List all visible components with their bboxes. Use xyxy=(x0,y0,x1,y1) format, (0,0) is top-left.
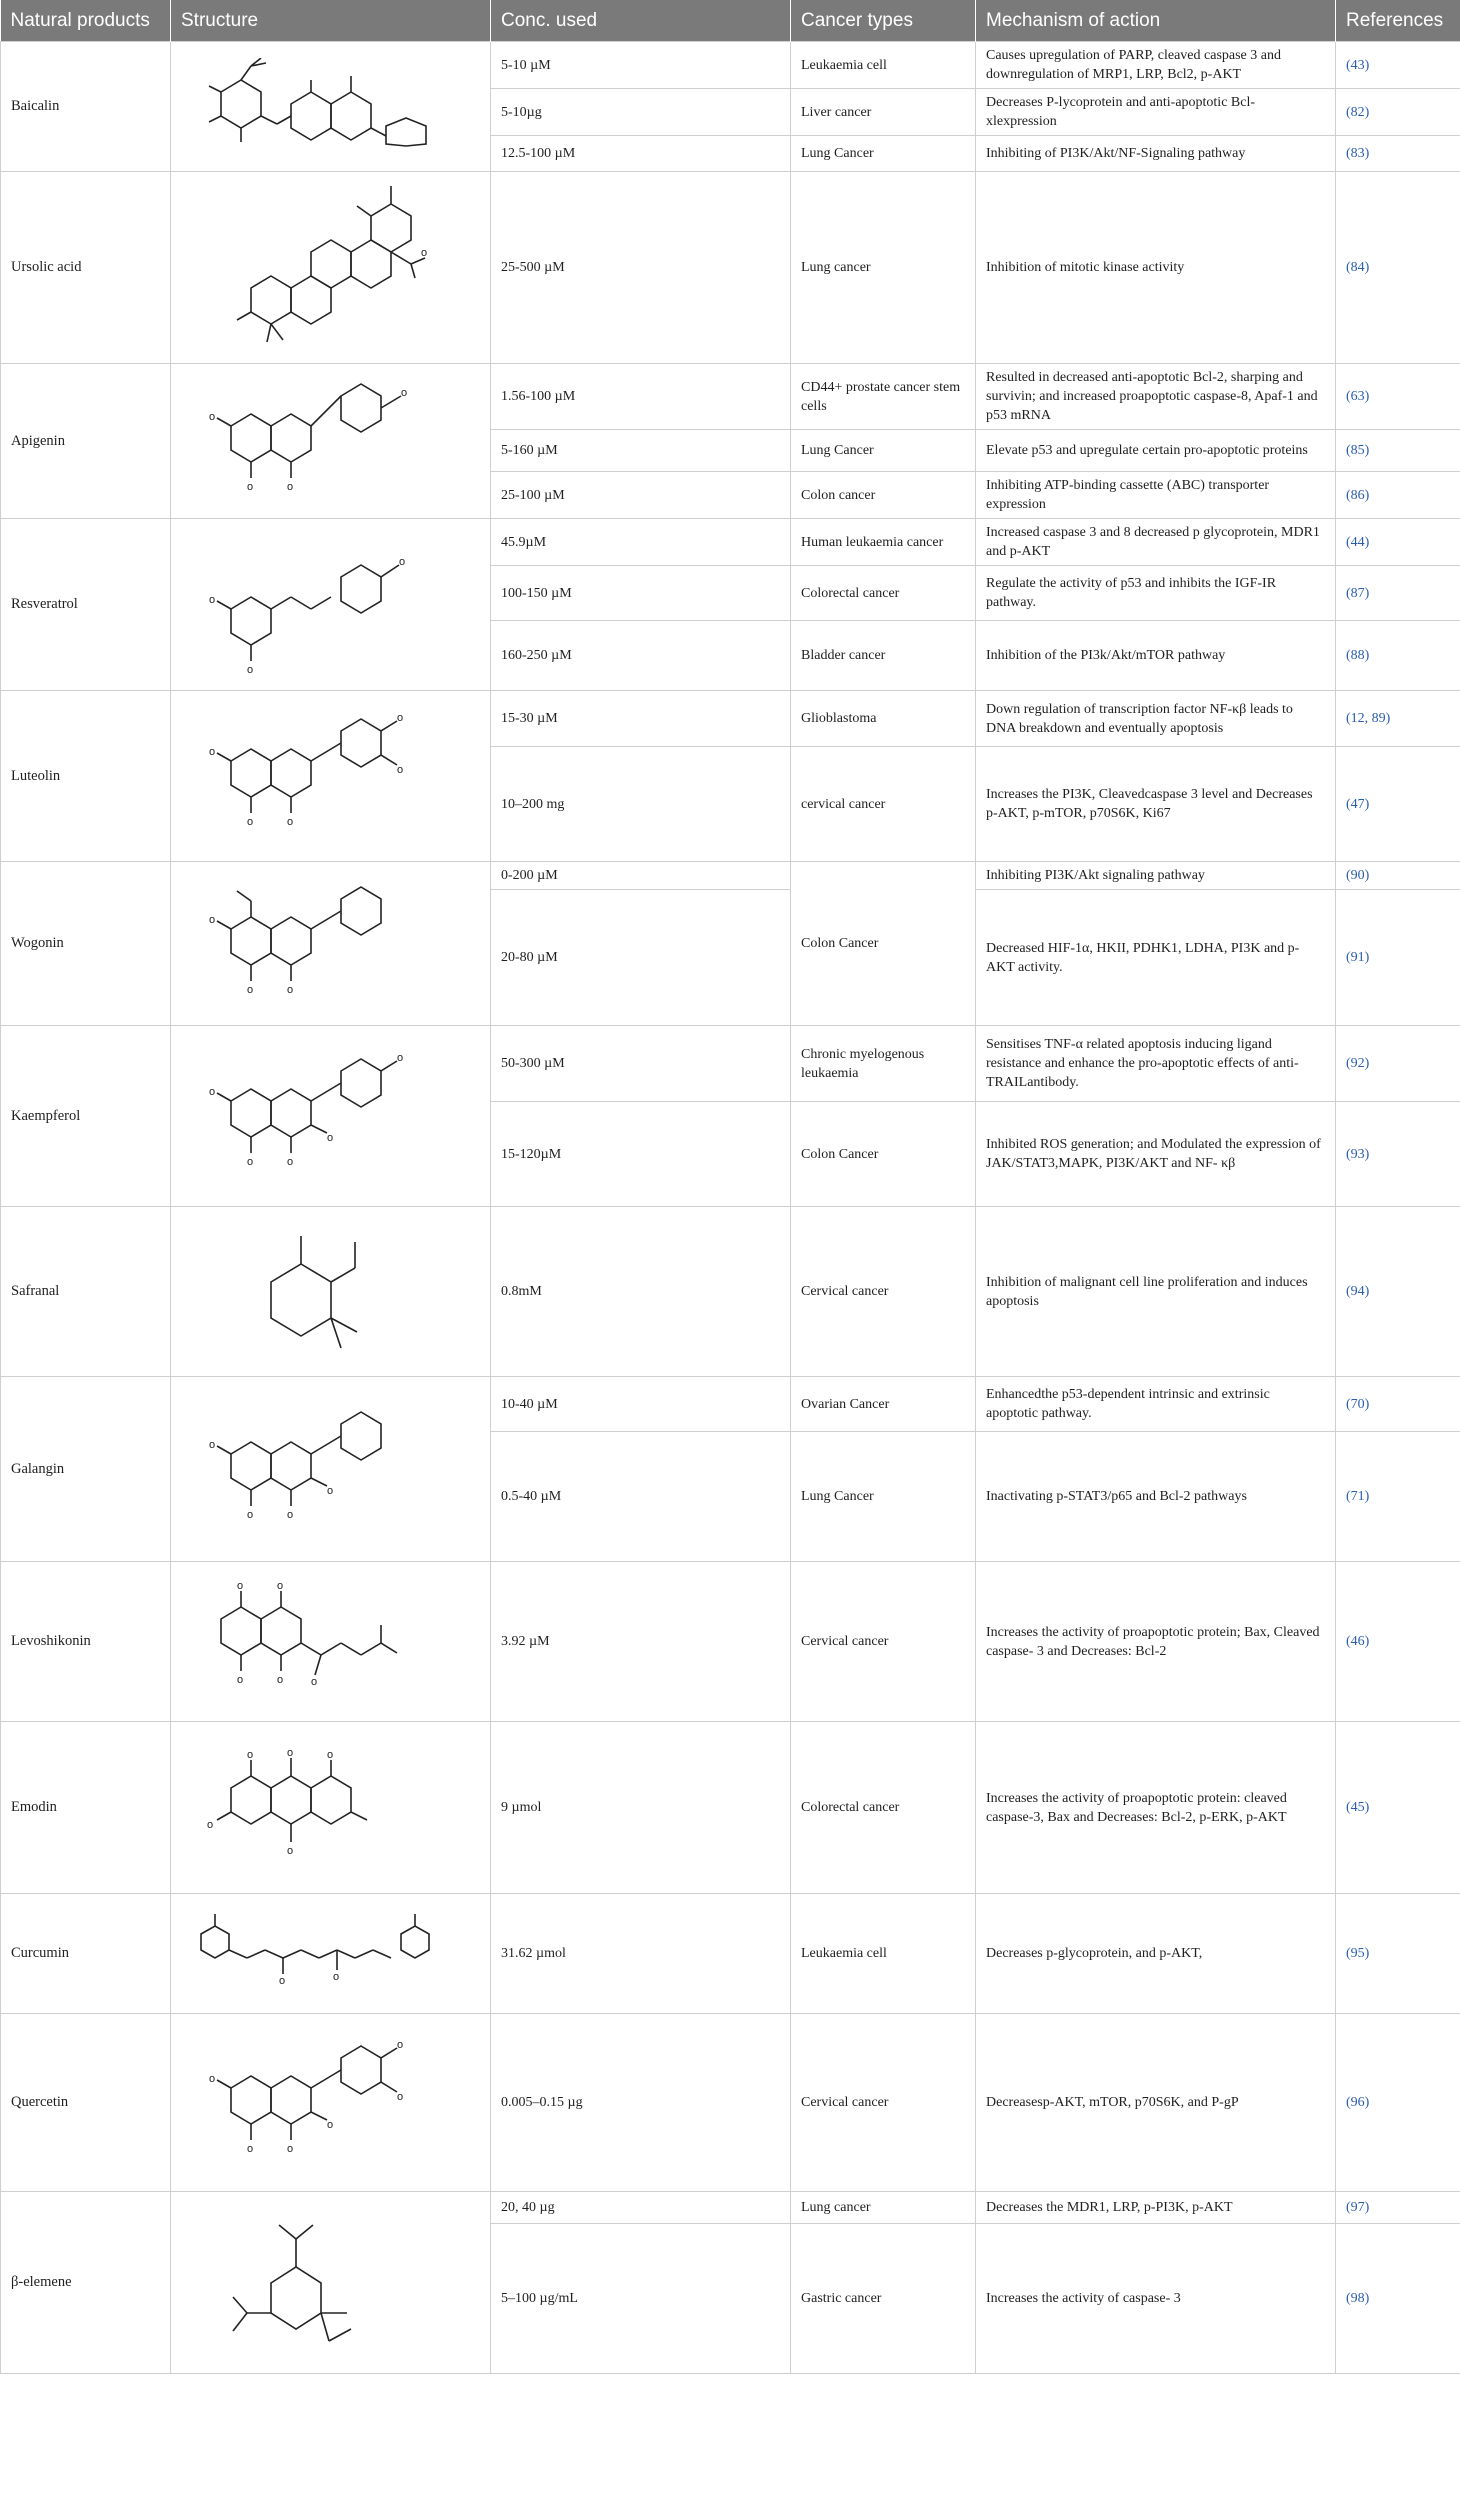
reference-link[interactable]: (45) xyxy=(1336,1722,1460,1894)
mechanism-cell: Resulted in decreased anti-apoptotic Bcl-2, sharping and survivin; and increased proapoptotic caspase-8, Apaf-1 and p53 mRNA xyxy=(976,364,1336,430)
mechanism-cell: Inhibited ROS generation; and Modulated the expression of JAK/STAT3,MAPK, PI3K/AKT and NF- κβ xyxy=(976,1102,1336,1207)
svg-text:o: o xyxy=(246,1748,253,1761)
compound-name: Ursolic acid xyxy=(1,172,171,364)
conc-cell: 45.9µM xyxy=(491,519,791,566)
svg-text:o: o xyxy=(208,593,215,606)
reference-link[interactable]: (92) xyxy=(1336,1026,1460,1102)
mechanism-cell: Increased caspase 3 and 8 decreased p glycoprotein, MDR1 and p-AKT xyxy=(976,519,1336,566)
conc-cell: 25-100 µM xyxy=(491,472,791,519)
reference-link[interactable]: (95) xyxy=(1336,1894,1460,2014)
cancer-cell: Colon cancer xyxy=(791,472,976,519)
header-row xyxy=(1,0,1460,42)
svg-text:o: o xyxy=(286,983,293,996)
wogonin-structure xyxy=(171,862,491,1026)
svg-text:o: o xyxy=(326,2118,333,2131)
compound-name: Galangin xyxy=(1,1377,171,1562)
reference-link[interactable]: (44) xyxy=(1336,519,1460,566)
resveratrol-structure xyxy=(171,519,491,691)
conc-cell: 0.005–0.15 µg xyxy=(491,2014,791,2192)
header-references: References xyxy=(1336,0,1460,42)
svg-text:o: o xyxy=(208,913,215,926)
svg-text:o: o xyxy=(208,746,215,758)
conc-cell: 12.5-100 µM xyxy=(491,136,791,172)
reference-link[interactable]: (97) xyxy=(1336,2192,1460,2224)
compound-name: Emodin xyxy=(1,1722,171,1894)
svg-text:o: o xyxy=(286,1844,293,1857)
safranal-structure xyxy=(171,1207,491,1377)
emodin-structure xyxy=(171,1722,491,1894)
compound-name: Safranal xyxy=(1,1207,171,1377)
conc-cell: 100-150 µM xyxy=(491,566,791,621)
svg-text:o: o xyxy=(276,1673,283,1686)
cancer-cell: Colon Cancer xyxy=(791,1102,976,1207)
svg-text:o: o xyxy=(286,1746,293,1759)
conc-cell: 5-160 µM xyxy=(491,430,791,472)
table-row xyxy=(1,1026,1460,1102)
reference-link[interactable]: (47) xyxy=(1336,747,1460,862)
conc-cell: 20-80 µM xyxy=(491,890,791,1026)
cancer-cell: cervical cancer xyxy=(791,747,976,862)
mechanism-cell: Enhancedthe p53-dependent intrinsic and extrinsic apoptotic pathway. xyxy=(976,1377,1336,1432)
apigenin-structure xyxy=(171,364,491,519)
table-row xyxy=(1,1894,1460,2014)
cancer-cell: Cervical cancer xyxy=(791,1562,976,1722)
cancer-cell: Lung Cancer xyxy=(791,430,976,472)
mechanism-cell: Inhibition of the PI3k/Akt/mTOR pathway xyxy=(976,621,1336,691)
compound-name: Luteolin xyxy=(1,691,171,862)
conc-cell: 0-200 µM xyxy=(491,862,791,890)
mechanism-cell: Inhibiting ATP-binding cassette (ABC) transporter expression xyxy=(976,472,1336,519)
reference-link[interactable]: (43) xyxy=(1336,42,1460,89)
cancer-cell: Lung Cancer xyxy=(791,1432,976,1562)
cancer-cell: Cervical cancer xyxy=(791,1207,976,1377)
svg-text:o: o xyxy=(396,764,403,776)
conc-cell: 5–100 µg/mL xyxy=(491,2224,791,2374)
compound-name: Kaempferol xyxy=(1,1026,171,1207)
cancer-cell: Colorectal cancer xyxy=(791,566,976,621)
mechanism-cell: Decreases p-glycoprotein, and p-AKT, xyxy=(976,1894,1336,2014)
galangin-structure xyxy=(171,1377,491,1562)
reference-link[interactable]: (96) xyxy=(1336,2014,1460,2192)
svg-text:o: o xyxy=(332,1970,339,1983)
cancer-cell: Glioblastoma xyxy=(791,691,976,747)
luteolin-structure xyxy=(171,691,491,862)
svg-text:o: o xyxy=(208,2072,215,2085)
svg-text:o: o xyxy=(310,1675,317,1688)
table-row xyxy=(1,2014,1460,2192)
svg-text:o: o xyxy=(400,387,407,399)
conc-cell: 0.5-40 µM xyxy=(491,1432,791,1562)
mechanism-cell: Down regulation of transcription factor NF-κβ leads to DNA breakdown and eventually apoptosis xyxy=(976,691,1336,747)
conc-cell: 9 µmol xyxy=(491,1722,791,1894)
reference-link[interactable]: (88) xyxy=(1336,621,1460,691)
svg-text:o: o xyxy=(326,1748,333,1761)
svg-text:o: o xyxy=(208,1086,215,1098)
reference-link[interactable]: (63) xyxy=(1336,364,1460,430)
table-row xyxy=(1,1722,1460,1894)
reference-link[interactable]: (85) xyxy=(1336,430,1460,472)
beta-elemene-structure xyxy=(171,2192,491,2374)
reference-link[interactable]: (93) xyxy=(1336,1102,1460,1207)
conc-cell: 15-30 µM xyxy=(491,691,791,747)
cancer-cell: Lung cancer xyxy=(791,2192,976,2224)
conc-cell: 20, 40 µg xyxy=(491,2192,791,2224)
header-mechanism: Mechanism of action xyxy=(976,0,1336,42)
kaempferol-structure xyxy=(171,1026,491,1207)
reference-link[interactable]: (94) xyxy=(1336,1207,1460,1377)
cancer-cell: Chronic myelogenous leukaemia xyxy=(791,1026,976,1102)
svg-text:o: o xyxy=(396,2090,403,2103)
table-row xyxy=(1,42,1460,89)
svg-text:o: o xyxy=(286,2142,293,2155)
mechanism-cell: Inhibiting of PI3K/Akt/NF-Signaling pathway xyxy=(976,136,1336,172)
conc-cell: 0.8mM xyxy=(491,1207,791,1377)
svg-text:o: o xyxy=(208,1439,215,1451)
header-structure: Structure xyxy=(171,0,491,42)
mechanism-cell: Causes upregulation of PARP, cleaved caspase 3 and downregulation of MRP1, LRP, Bcl2, p-AKT xyxy=(976,42,1336,89)
cancer-cell: Lung Cancer xyxy=(791,136,976,172)
conc-cell: 160-250 µM xyxy=(491,621,791,691)
table-row xyxy=(1,364,1460,430)
compound-name: Baicalin xyxy=(1,42,171,172)
table-row xyxy=(1,862,1460,890)
reference-link[interactable]: (86) xyxy=(1336,472,1460,519)
svg-text:o: o xyxy=(246,1156,253,1168)
svg-text:o: o xyxy=(246,2142,253,2155)
table-row xyxy=(1,1562,1460,1722)
header-conc-used: Conc. used xyxy=(491,0,791,42)
reference-link[interactable]: (71) xyxy=(1336,1432,1460,1562)
quercetin-structure xyxy=(171,2014,491,2192)
mechanism-cell: Inactivating p-STAT3/p65 and Bcl-2 pathways xyxy=(976,1432,1336,1562)
mechanism-cell: Inhibition of malignant cell line proliferation and induces apoptosis xyxy=(976,1207,1336,1377)
ursolic-acid-structure xyxy=(171,172,491,364)
svg-text:o: o xyxy=(286,1509,293,1521)
table-row xyxy=(1,172,1460,364)
reference-link[interactable]: (70) xyxy=(1336,1377,1460,1432)
conc-cell: 3.92 µM xyxy=(491,1562,791,1722)
mechanism-cell: Decreasesp-AKT, mTOR, p70S6K, and P-gP xyxy=(976,2014,1336,2192)
cancer-cell: Gastric cancer xyxy=(791,2224,976,2374)
cancer-cell: CD44+ prostate cancer stem cells xyxy=(791,364,976,430)
svg-text:o: o xyxy=(246,663,253,675)
svg-text:o: o xyxy=(396,712,403,724)
svg-text:o: o xyxy=(276,1579,283,1592)
mechanism-cell: Increases the activity of proapoptotic protein: cleaved caspase-3, Bax and Decreases: Bcl-2, p-ERK, p-AKT xyxy=(976,1722,1336,1894)
reference-link[interactable]: (90) xyxy=(1336,862,1460,890)
svg-text:o: o xyxy=(208,411,215,423)
table-row xyxy=(1,519,1460,566)
table-row xyxy=(1,1207,1460,1377)
mechanism-cell: Elevate p53 and upregulate certain pro-apoptotic proteins xyxy=(976,430,1336,472)
cancer-cell: Cervical cancer xyxy=(791,2014,976,2192)
cancer-cell: Leukaemia cell xyxy=(791,1894,976,2014)
conc-cell: 25-500 µM xyxy=(491,172,791,364)
cancer-cell: Ovarian Cancer xyxy=(791,1377,976,1432)
header-natural-products: Natural products xyxy=(1,0,171,42)
cancer-cell: Human leukaemia cancer xyxy=(791,519,976,566)
table-row xyxy=(1,2192,1460,2224)
conc-cell: 5-10µg xyxy=(491,89,791,136)
svg-text:o: o xyxy=(236,1579,243,1592)
svg-text:o: o xyxy=(286,1156,293,1168)
levoshikonin-structure xyxy=(171,1562,491,1722)
mechanism-cell: Regulate the activity of p53 and inhibits the IGF-IR pathway. xyxy=(976,566,1336,621)
reference-link[interactable]: (12, 89) xyxy=(1336,691,1460,747)
mechanism-cell: Decreases P-lycoprotein and anti-apoptotic Bcl-xlexpression xyxy=(976,89,1336,136)
conc-cell: 50-300 µM xyxy=(491,1026,791,1102)
svg-text:o: o xyxy=(396,2038,403,2051)
svg-text:o: o xyxy=(246,983,253,996)
svg-text:o: o xyxy=(396,1052,403,1064)
conc-cell: 5-10 µM xyxy=(491,42,791,89)
compound-name: β-elemene xyxy=(1,2192,171,2374)
conc-cell: 10–200 mg xyxy=(491,747,791,862)
baicalin-structure xyxy=(171,42,491,172)
header-cancer-types: Cancer types xyxy=(791,0,976,42)
conc-cell: 31.62 µmol xyxy=(491,1894,791,2014)
svg-text:o: o xyxy=(420,246,427,259)
cancer-cell: Colorectal cancer xyxy=(791,1722,976,1894)
compound-name: Levoshikonin xyxy=(1,1562,171,1722)
cancer-cell: Liver cancer xyxy=(791,89,976,136)
reference-link[interactable]: (84) xyxy=(1336,172,1460,364)
cancer-cell: Bladder cancer xyxy=(791,621,976,691)
conc-cell: 15-120µM xyxy=(491,1102,791,1207)
cancer-cell: Colon Cancer xyxy=(791,862,976,1026)
reference-link[interactable]: (83) xyxy=(1336,136,1460,172)
svg-text:o: o xyxy=(246,481,253,493)
svg-text:o: o xyxy=(206,1818,213,1831)
svg-text:o: o xyxy=(246,1509,253,1521)
svg-text:o: o xyxy=(278,1974,285,1987)
mechanism-cell: Increases the PI3K, Cleavedcaspase 3 level and Decreases p-AKT, p-mTOR, p70S6K, Ki67 xyxy=(976,747,1336,862)
mechanism-cell: Increases the activity of proapoptotic protein; Bax, Cleaved caspase- 3 and Decreases: Bcl-2 xyxy=(976,1562,1336,1722)
reference-link[interactable]: (91) xyxy=(1336,890,1460,1026)
svg-text:o: o xyxy=(398,555,405,568)
compound-name: Wogonin xyxy=(1,862,171,1026)
mechanism-cell: Decreases the MDR1, LRP, p-PI3K, p-AKT xyxy=(976,2192,1336,2224)
svg-text:o: o xyxy=(286,816,293,828)
reference-link[interactable]: (82) xyxy=(1336,89,1460,136)
reference-link[interactable]: (46) xyxy=(1336,1562,1460,1722)
cancer-cell: Leukaemia cell xyxy=(791,42,976,89)
curcumin-structure xyxy=(171,1894,491,2014)
table-row xyxy=(1,1377,1460,1432)
compound-name: Apigenin xyxy=(1,364,171,519)
mechanism-cell: Inhibiting PI3K/Akt signaling pathway xyxy=(976,862,1336,890)
conc-cell: 1.56-100 µM xyxy=(491,364,791,430)
svg-text:o: o xyxy=(326,1132,333,1144)
mechanism-cell: Sensitises TNF-α related apoptosis inducing ligand resistance and enhance the pro-apoptotic effects of anti-TRAILantibody. xyxy=(976,1026,1336,1102)
mechanism-cell: Inhibition of mitotic kinase activity xyxy=(976,172,1336,364)
svg-text:o: o xyxy=(236,1673,243,1686)
svg-text:o: o xyxy=(326,1485,333,1497)
table-row xyxy=(1,691,1460,747)
compound-name: Resveratrol xyxy=(1,519,171,691)
svg-text:o: o xyxy=(286,481,293,493)
svg-text:o: o xyxy=(246,816,253,828)
compound-name: Curcumin xyxy=(1,1894,171,2014)
reference-link[interactable]: (87) xyxy=(1336,566,1460,621)
conc-cell: 10-40 µM xyxy=(491,1377,791,1432)
compound-name: Quercetin xyxy=(1,2014,171,2192)
cancer-cell: Lung cancer xyxy=(791,172,976,364)
mechanism-cell: Decreased HIF-1α, HKII, PDHK1, LDHA, PI3K and p-AKT activity. xyxy=(976,890,1336,1026)
mechanism-cell: Increases the activity of caspase- 3 xyxy=(976,2224,1336,2374)
reference-link[interactable]: (98) xyxy=(1336,2224,1460,2374)
